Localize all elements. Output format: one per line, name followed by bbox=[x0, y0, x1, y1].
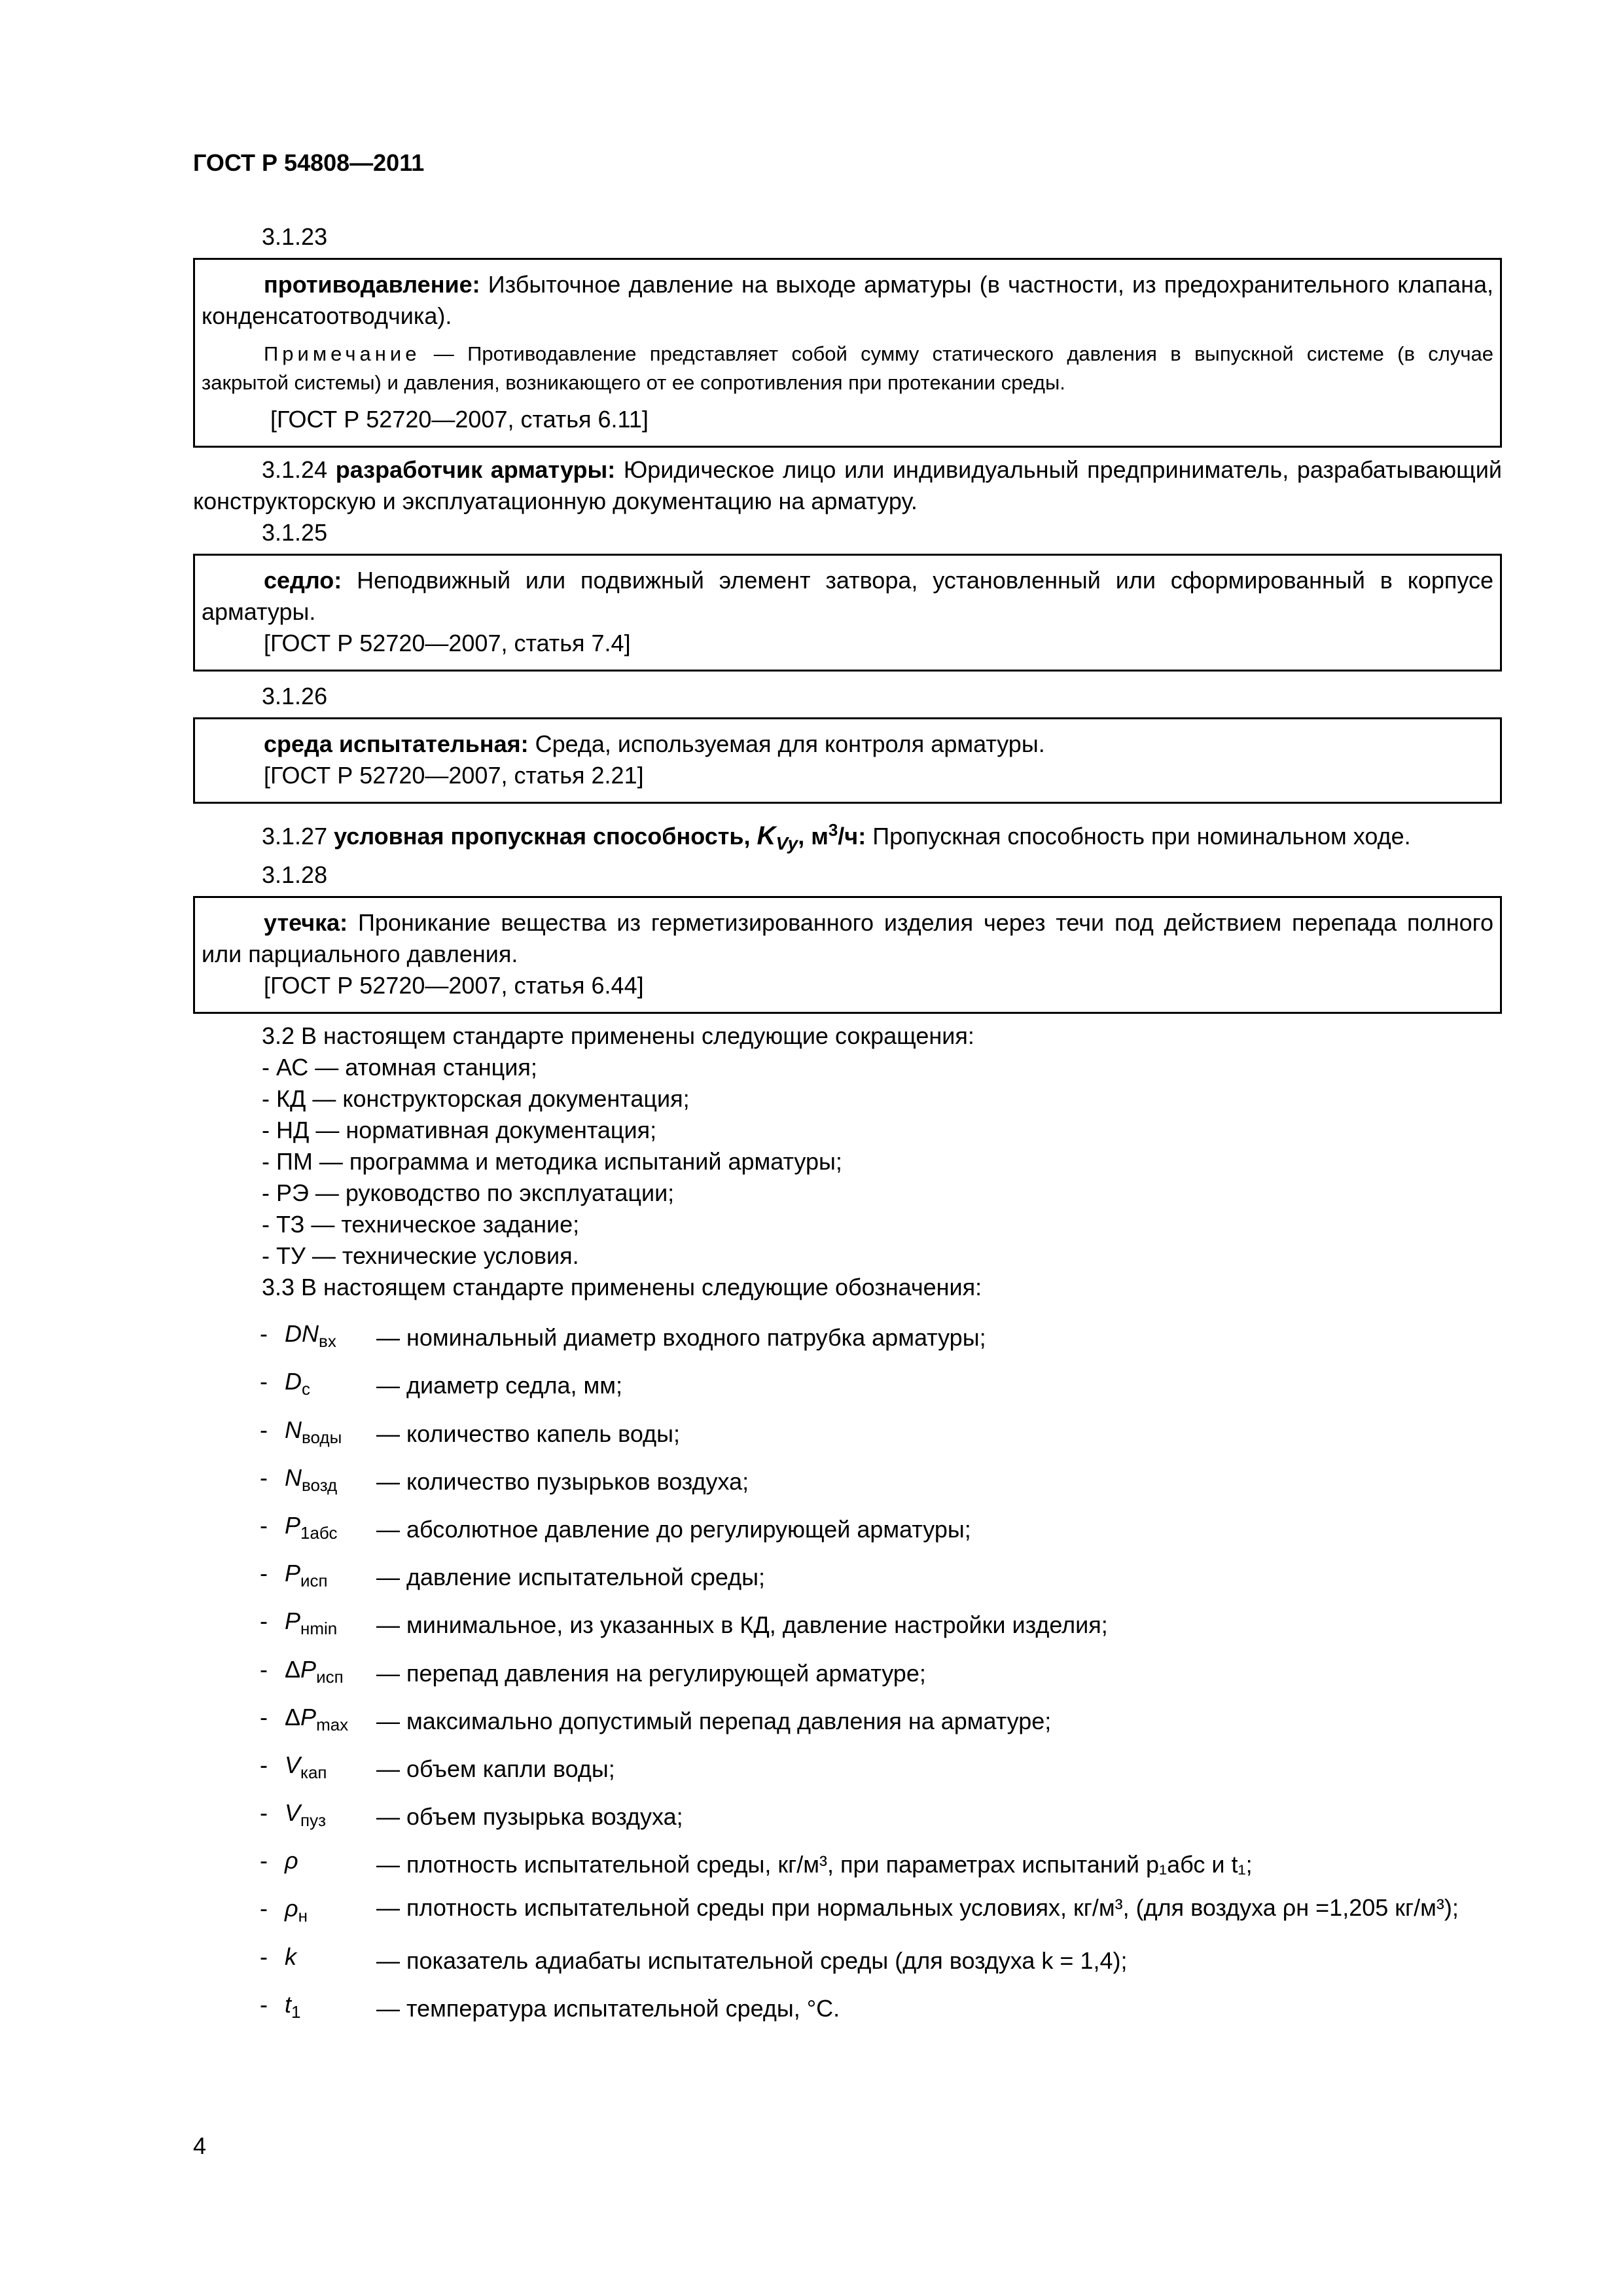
term-text: Среда, используемая для контроля арматуры. bbox=[528, 730, 1045, 757]
symbol-row bbox=[260, 1984, 1492, 2032]
term-box-backpressure bbox=[193, 258, 1502, 448]
symbol: $\Delta P_{max}$ bbox=[285, 1703, 349, 1734]
symbol-row bbox=[260, 1553, 1492, 1601]
symbol-row bbox=[260, 1649, 1492, 1697]
symbol-description: — объем капли воды; bbox=[376, 1755, 615, 1782]
symbol-row bbox=[260, 1314, 1492, 1361]
symbol: ρ bbox=[285, 1847, 298, 1874]
symbols-intro: 3.3 В настоящем стандарте применены следующие обозначения: bbox=[262, 1274, 982, 1301]
term-text: Неподвижный или подвижный элемент затвора, установленный или сформированный в корпусе арматуры. bbox=[202, 567, 1493, 625]
term-text: Проникание вещества из герметизированного изделия через течи под действием перепада полного или парциального давления. bbox=[202, 909, 1493, 968]
list-dash: - bbox=[260, 1990, 268, 2018]
list-dash: - bbox=[260, 1655, 268, 1683]
symbol-row bbox=[260, 1793, 1492, 1840]
symbol-description: — количество пузырьков воздуха; bbox=[376, 1467, 749, 1495]
list-item: - ПМ — программа и методика испытаний арматуры; bbox=[262, 1148, 842, 1175]
term-definition bbox=[202, 728, 1493, 760]
symbol: $\Delta P_{исп}$ bbox=[285, 1655, 344, 1687]
page-content bbox=[193, 221, 1502, 2032]
symbol-description: — диаметр седла, мм; bbox=[376, 1372, 622, 1399]
list-dash: - bbox=[260, 1847, 268, 1874]
term-source: [ГОСТ Р 52720—2007, статья 7.4] bbox=[264, 630, 631, 656]
symbol: $D_с$ bbox=[285, 1368, 310, 1399]
symbol-description: — плотность испытательной среды при нормальных условиях, кг/м³, (для воздуха ρн =1,205 кг/м³); bbox=[376, 1894, 1459, 1922]
list-dash: - bbox=[260, 1943, 268, 1970]
symbol: $P_{исп}$ bbox=[285, 1560, 328, 1591]
term-definition-developer bbox=[193, 454, 1502, 517]
term-name: разработчик арматуры: bbox=[335, 456, 616, 483]
abbreviations-list bbox=[193, 1052, 1502, 1272]
list-item: - КД — конструкторская документация; bbox=[262, 1085, 690, 1113]
list-item: - АС — атомная станция; bbox=[262, 1054, 537, 1081]
symbol-description: — количество капель воды; bbox=[376, 1420, 680, 1447]
term-number: 3.1.27 bbox=[262, 823, 328, 850]
term-number: 3.1.26 bbox=[262, 683, 328, 709]
symbol-row bbox=[260, 1937, 1492, 1984]
symbol-row bbox=[260, 1888, 1492, 1936]
term-name: седло: bbox=[264, 567, 342, 594]
term-number: 3.1.23 bbox=[262, 223, 328, 250]
list-dash: - bbox=[260, 1511, 268, 1539]
symbol-row bbox=[260, 1410, 1492, 1458]
symbol: k bbox=[285, 1943, 296, 1970]
symbol-row bbox=[260, 1697, 1492, 1745]
list-dash: - bbox=[260, 1703, 268, 1731]
term-name: среда испытательная: bbox=[264, 730, 529, 757]
term-number: 3.1.25 bbox=[262, 519, 328, 546]
list-dash: - bbox=[260, 1607, 268, 1635]
term-text: Юридическое лицо или индивидуальный предприниматель, разрабатывающий конструкторскую и эксплуатационную документацию на арматуру. bbox=[193, 456, 1502, 514]
symbol-description: — давление испытательной среды; bbox=[376, 1564, 765, 1591]
list-item: - РЭ — руководство по эксплуатации; bbox=[262, 1179, 675, 1207]
symbol-row bbox=[260, 1458, 1492, 1505]
symbol: $P_{1абс}$ bbox=[285, 1511, 338, 1543]
symbol-row bbox=[260, 1745, 1492, 1793]
term-name: утечка: bbox=[264, 909, 348, 937]
list-dash: - bbox=[260, 1368, 268, 1395]
symbol-description: — минимальное, из указанных в КД, давление настройки изделия; bbox=[376, 1611, 1108, 1639]
symbol-row bbox=[260, 1840, 1492, 1888]
list-dash: - bbox=[260, 1320, 268, 1348]
term-name: условная пропускная способность, $K_{Vy}$, $м^3/ч$: bbox=[334, 820, 866, 854]
term-box-seat bbox=[193, 554, 1502, 672]
document-header: ГОСТ Р 54808—2011 bbox=[193, 149, 425, 176]
term-text: Пропускная способность при номинальном ходе. bbox=[866, 823, 1411, 850]
symbol-row bbox=[260, 1361, 1492, 1409]
symbol-description: — абсолютное давление до регулирующей арматуры; bbox=[376, 1515, 971, 1543]
list-item: - ТЗ — техническое задание; bbox=[262, 1211, 580, 1238]
list-dash: - bbox=[260, 1895, 268, 1922]
term-text: Избыточное давление на выходе арматуры (в частности, из предохранительного клапана, конденсатоотводчика). bbox=[202, 271, 1493, 329]
symbol: $N_{возд}$ bbox=[285, 1463, 338, 1495]
term-source: [ГОСТ Р 52720—2007, статья 2.21] bbox=[264, 762, 644, 789]
note bbox=[202, 340, 1493, 397]
list-item: - НД — нормативная документация; bbox=[262, 1117, 657, 1144]
symbol: $N_{воды}$ bbox=[285, 1416, 342, 1447]
symbol-description: — объем пузырька воздуха; bbox=[376, 1803, 683, 1831]
note-text: — Противодавление представляет собой сумму статического давления в выпускной системе (в случае закрытой системы) и давления, возникающего от ее сопротивления при протекании среды. bbox=[202, 342, 1493, 394]
list-item: - ТУ — технические условия. bbox=[262, 1242, 579, 1270]
term-definition bbox=[202, 269, 1493, 332]
term-definition-flow-capacity bbox=[193, 814, 1502, 859]
page-number: 4 bbox=[193, 2132, 207, 2159]
abbreviations-intro: 3.2 В настоящем стандарте применены следующие сокращения: bbox=[262, 1022, 974, 1050]
list-dash: - bbox=[260, 1560, 268, 1587]
symbol-description: — показатель адиабаты испытательной среды (для воздуха k = 1,4); bbox=[376, 1946, 1128, 1974]
symbol: $DN_{вх}$ bbox=[285, 1320, 336, 1352]
list-dash: - bbox=[260, 1416, 268, 1443]
symbol-description: — номинальный диаметр входного патрубка арматуры; bbox=[376, 1324, 986, 1352]
term-definition bbox=[202, 907, 1493, 970]
term-number: 3.1.28 bbox=[262, 861, 328, 889]
list-dash: - bbox=[260, 1751, 268, 1778]
term-definition bbox=[202, 565, 1493, 628]
term-box-leak bbox=[193, 896, 1502, 1014]
symbol: $t_1$ bbox=[285, 1990, 301, 2022]
symbol: $\rho_н$ bbox=[285, 1895, 308, 1926]
symbol-description: — перепад давления на регулирующей арматуре; bbox=[376, 1659, 926, 1687]
symbol-row bbox=[260, 1505, 1492, 1553]
term-source: [ГОСТ Р 52720—2007, статья 6.44] bbox=[264, 972, 644, 999]
symbol-description: — температура испытательной среды, °С. bbox=[376, 1994, 840, 2022]
symbol: $V_{пуз}$ bbox=[285, 1799, 327, 1831]
term-box-test-medium bbox=[193, 717, 1502, 804]
term-name: противодавление: bbox=[264, 271, 480, 298]
list-dash: - bbox=[260, 1463, 268, 1491]
symbol: $V_{кап}$ bbox=[285, 1751, 327, 1783]
symbol-row bbox=[260, 1601, 1492, 1649]
symbols-table bbox=[260, 1314, 1492, 2032]
symbol-description: — максимально допустимый перепад давления на арматуре; bbox=[376, 1707, 1052, 1734]
note-label: Примечание bbox=[264, 342, 421, 365]
list-dash: - bbox=[260, 1799, 268, 1827]
symbol-description: — плотность испытательной среды, кг/м³, при параметрах испытаний p₁абс и t₁; bbox=[376, 1851, 1253, 1878]
term-number: 3.1.24 bbox=[262, 456, 328, 483]
term-source: [ГОСТ Р 52720—2007, статья 6.11] bbox=[270, 406, 649, 433]
symbol: $P_{нmin}$ bbox=[285, 1607, 338, 1639]
